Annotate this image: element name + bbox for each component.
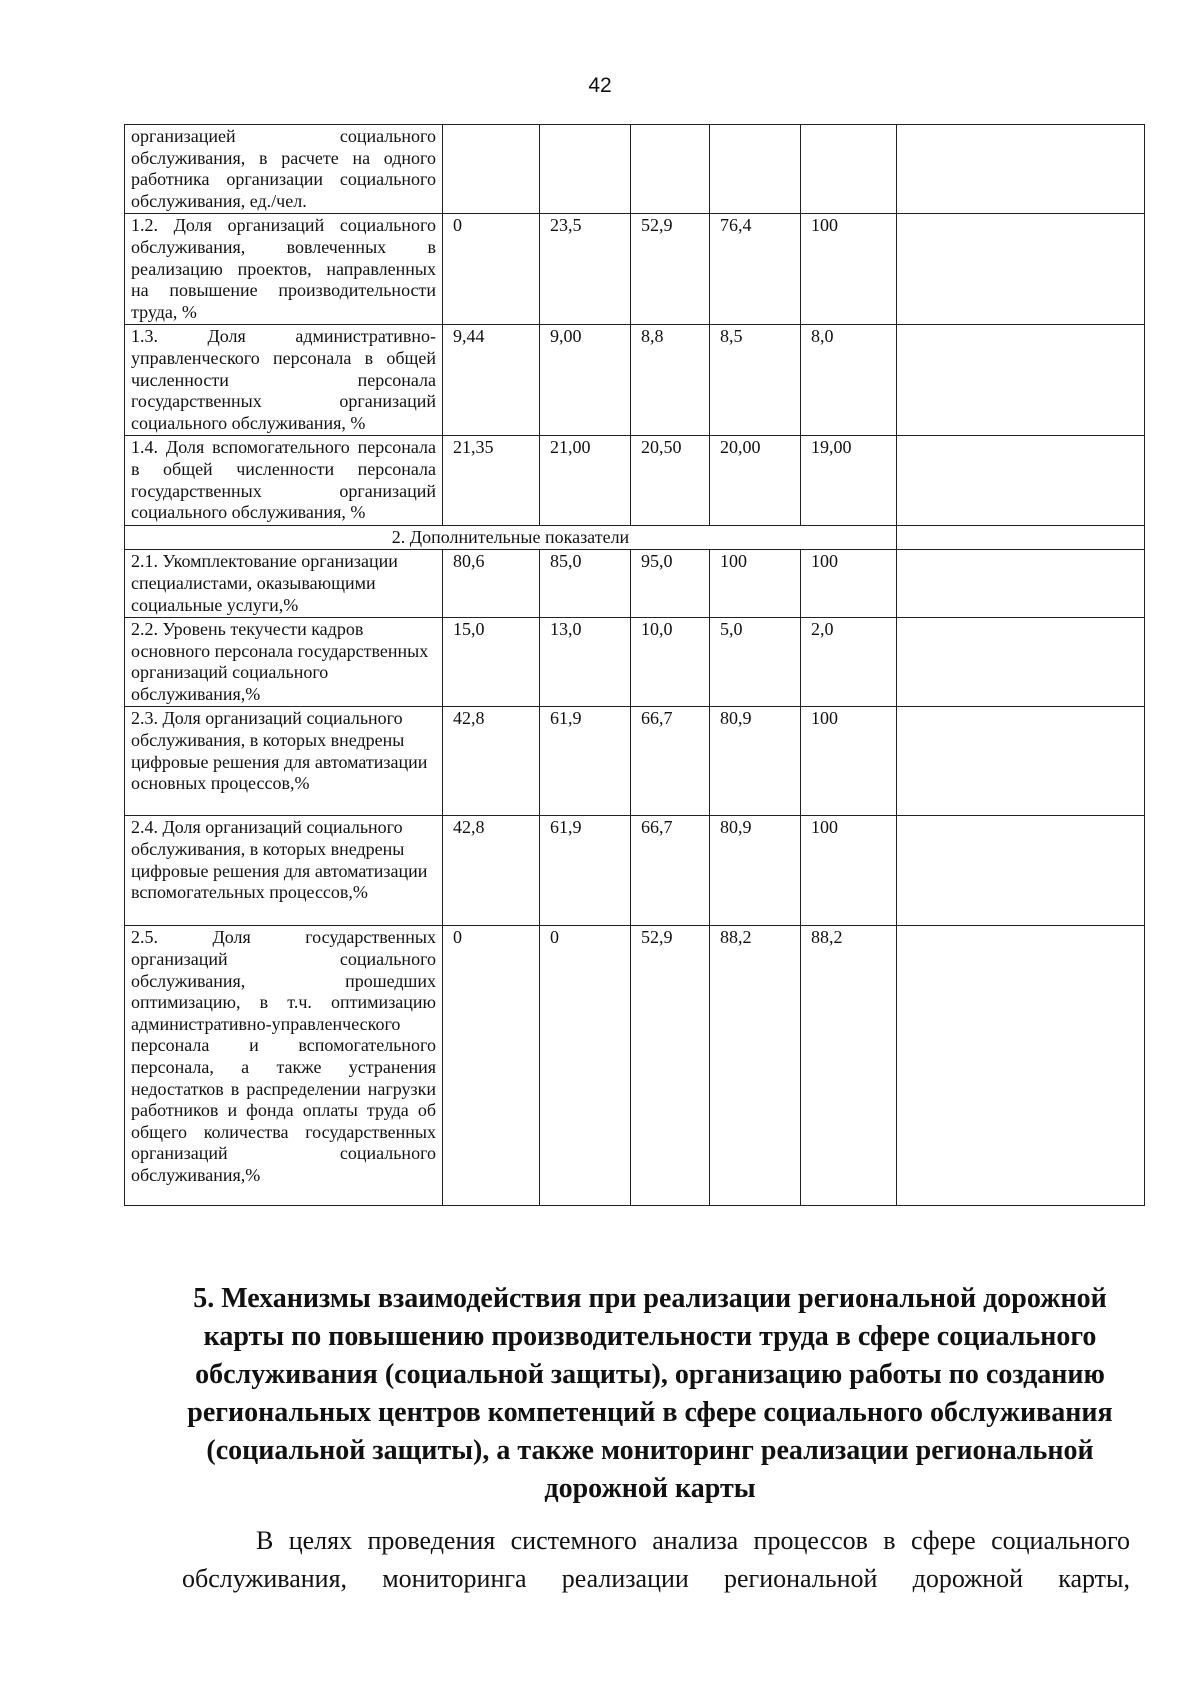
value-cell: 5,0 <box>710 618 801 707</box>
indicator-name: организацией социального обслуживания, в расчете на одного работника организации социального обслуживания, ед./чел. <box>125 125 443 214</box>
indicator-name: 1.4. Доля вспомогательного персонала в общей численности персонала государственных организаций социального обслуживания, % <box>125 436 443 526</box>
table-row <box>125 707 1145 816</box>
table-row <box>125 618 1145 707</box>
value-cell: 88,2 <box>710 926 801 1206</box>
value-cell: 19,00 <box>801 436 897 526</box>
value-cell <box>710 125 801 214</box>
table-row <box>125 436 1145 526</box>
value-cell: 0 <box>443 926 540 1206</box>
value-cell: 21,35 <box>443 436 540 526</box>
value-cell: 9,00 <box>540 325 631 436</box>
value-cell <box>897 618 1145 707</box>
value-cell <box>897 436 1145 526</box>
value-cell: 20,50 <box>631 436 710 526</box>
value-cell: 66,7 <box>631 816 710 926</box>
table-row <box>125 816 1145 926</box>
value-cell <box>443 125 540 214</box>
value-cell <box>631 125 710 214</box>
body-paragraph: В целях проведения системного анализа процессов в сфере социального обслуживания, мониторинга реализации региональной дорожной карты, <box>182 1526 1130 1593</box>
indicator-name: 2.4. Доля организаций социального обслуживания, в которых внедрены цифровые решения для автоматизации вспомогательных процессов,% <box>125 816 443 926</box>
indicators-table <box>124 124 1145 1206</box>
value-cell: 8,5 <box>710 325 801 436</box>
indicator-name: 2.2. Уровень текучести кадров основного персонала государственных организаций социального обслуживания,% <box>125 618 443 707</box>
value-cell: 80,9 <box>710 707 801 816</box>
value-cell: 23,5 <box>540 214 631 325</box>
value-cell <box>540 125 631 214</box>
value-cell: 76,4 <box>710 214 801 325</box>
page-number: 42 <box>588 74 612 97</box>
table-row <box>125 214 1145 325</box>
value-cell: 88,2 <box>801 926 897 1206</box>
value-cell: 61,9 <box>540 707 631 816</box>
section-title: 2. Дополнительные показатели <box>125 526 897 550</box>
table-row <box>125 926 1145 1206</box>
value-cell: 2,0 <box>801 618 897 707</box>
value-cell: 21,00 <box>540 436 631 526</box>
value-cell: 8,8 <box>631 325 710 436</box>
indicator-name: 1.3. Доля административно-управленческого персонала в общей численности персонала государственных организаций социального обслуживания, % <box>125 325 443 436</box>
value-cell <box>897 125 1145 214</box>
value-cell: 100 <box>710 550 801 618</box>
value-cell: 100 <box>801 214 897 325</box>
value-cell: 52,9 <box>631 926 710 1206</box>
value-cell: 15,0 <box>443 618 540 707</box>
value-cell: 85,0 <box>540 550 631 618</box>
value-cell: 100 <box>801 816 897 926</box>
table-row <box>125 550 1145 618</box>
value-cell <box>801 125 897 214</box>
value-cell: 61,9 <box>540 816 631 926</box>
value-cell: 80,9 <box>710 816 801 926</box>
value-cell: 66,7 <box>631 707 710 816</box>
value-cell: 80,6 <box>443 550 540 618</box>
table-row <box>125 325 1145 436</box>
section-heading: 5. Механизмы взаимодействия при реализации региональной дорожной карты по повышению производительности труда в сфере социального обслуживания (социальной защиты), организацию работы по созданию региональных центров компетенций в сфере социального обслуживания (социальной защиты), а также мониторинг реализации региональной дорожной карты <box>187 1283 1113 1504</box>
value-cell: 52,9 <box>631 214 710 325</box>
value-cell: 95,0 <box>631 550 710 618</box>
value-cell <box>897 325 1145 436</box>
value-cell: 0 <box>443 214 540 325</box>
table-row <box>125 125 1145 214</box>
value-cell: 9,44 <box>443 325 540 436</box>
value-cell: 13,0 <box>540 618 631 707</box>
value-cell <box>897 926 1145 1206</box>
value-cell: 8,0 <box>801 325 897 436</box>
section-row <box>125 526 1145 550</box>
indicator-name: 2.1. Укомплектование организации специалистами, оказывающими социальные услуги,% <box>125 550 443 618</box>
value-cell: 42,8 <box>443 707 540 816</box>
value-cell: 20,00 <box>710 436 801 526</box>
value-cell: 42,8 <box>443 816 540 926</box>
value-cell: 0 <box>540 926 631 1206</box>
value-cell <box>897 550 1145 618</box>
value-cell <box>897 816 1145 926</box>
indicator-name: 2.3. Доля организаций социального обслуживания, в которых внедрены цифровые решения для автоматизации основных процессов,% <box>125 707 443 816</box>
value-cell: 10,0 <box>631 618 710 707</box>
value-cell: 100 <box>801 707 897 816</box>
indicator-name: 2.5. Доля государственных организаций социального обслуживания, прошедших оптимизацию, в т.ч. оптимизацию административно-управленческого персонала и вспомогательного персонала, а также устранения недостатков в распределении нагрузки работников и фонда оплаты труда об общего количества государственных организаций социального обслуживания,% <box>125 926 443 1206</box>
value-cell: 100 <box>801 550 897 618</box>
value-cell <box>897 526 1145 550</box>
value-cell <box>897 214 1145 325</box>
indicator-name: 1.2. Доля организаций социального обслуживания, вовлеченных в реализацию проектов, направленных на повышение производительности труда, % <box>125 214 443 325</box>
value-cell <box>897 707 1145 816</box>
